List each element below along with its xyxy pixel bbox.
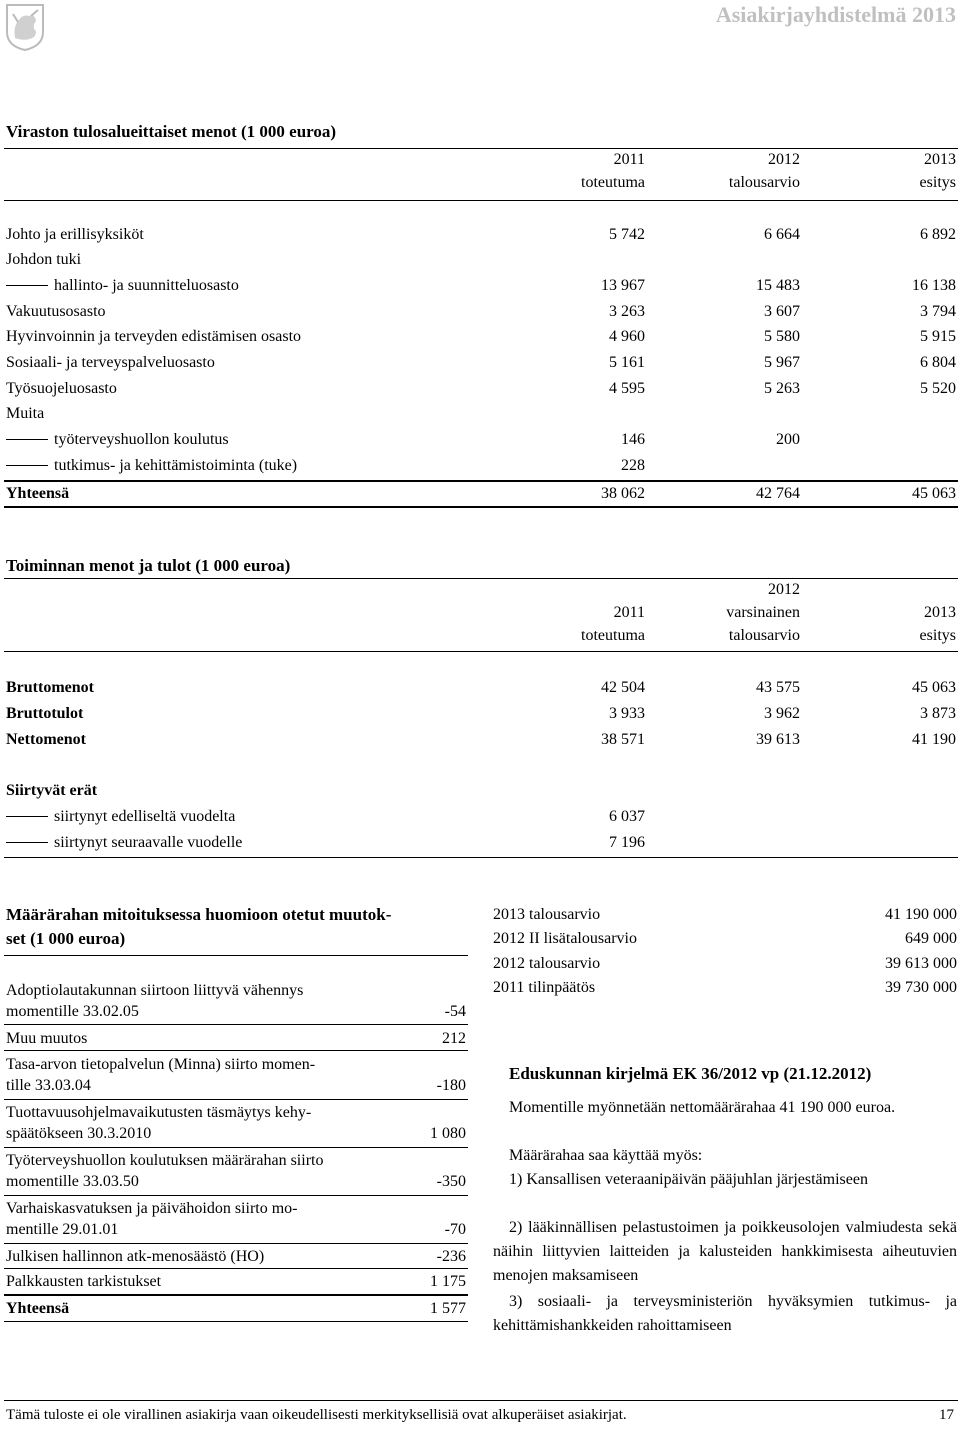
row-value-2011: 228 (621, 457, 645, 474)
table-row (0, 807, 960, 827)
table-row (0, 704, 960, 724)
row-label: hallinto- ja suunnitteluosasto (54, 277, 239, 294)
row-value-2013: 5 520 (920, 380, 956, 397)
budget-value: 41 190 000 (885, 906, 957, 923)
table1-col3-year: 2013 (924, 151, 956, 168)
item-value: -180 (436, 1077, 466, 1094)
item-label-line1: Tasa-arvon tietopalvelun (Minna) siirto momen- (6, 1056, 316, 1073)
table1-bottom-rule (4, 506, 958, 508)
table-row (0, 678, 960, 698)
table1-col2-header (729, 148, 800, 194)
row-label: Sosiaali- ja terveyspalveluosasto (6, 354, 215, 371)
table2-title: Toiminnan menot ja tulot (1 000 euroa) (6, 556, 291, 575)
budget-label: 2013 talousarvio (493, 906, 601, 923)
row-value-2013: 3 873 (920, 705, 956, 722)
table1-col1-header (581, 148, 645, 194)
carry-title: Siirtyvät erät (6, 782, 98, 799)
list-item (6, 1102, 466, 1144)
table2-col3-year: 2013 (924, 604, 956, 621)
ek-paragraph: Määrärahaa saa käyttää myös: (509, 1147, 703, 1164)
row-value-2011: 6 037 (609, 808, 645, 825)
changes-title-line1: Määrärahan mitoituksessa huomioon otetut muutok- (6, 905, 392, 924)
item-value: 1 080 (430, 1125, 466, 1142)
footer-text: Tämä tuloste ei ole virallinen asiakirja vaan oikeudellisesti merkityksellisiä ovat alkuperäiset asiakirjat. (6, 1407, 627, 1423)
budget-value: 39 613 000 (885, 955, 957, 972)
row-label: Työsuojeluosasto (6, 380, 117, 397)
item-value: -350 (436, 1173, 466, 1190)
row-value-2012: 200 (776, 431, 800, 448)
row-value-2012: 3 607 (764, 303, 800, 320)
row-value-2012: 5 580 (764, 328, 800, 345)
budget-value: 649 000 (905, 930, 957, 947)
dash-icon (6, 816, 48, 817)
table2-col2-sub: talousarvio (728, 627, 800, 644)
total-label: Yhteensä (6, 485, 70, 502)
row-value-2011: 38 571 (601, 731, 645, 748)
item-label-line1: Adoptiolautakunnan siirtoon liittyvä vähennys (6, 982, 304, 999)
budget-row (493, 903, 957, 927)
table-row (0, 730, 960, 750)
item-label-line2: momentille 33.03.50 (6, 1173, 139, 1190)
table1-col2-year: 2012 (768, 151, 800, 168)
table2-col3-sub: esitys (919, 627, 956, 644)
dash-icon (6, 285, 48, 286)
row-value-2011: 5 161 (609, 354, 645, 371)
table2-col2-mid: varsinainen (726, 604, 800, 621)
row-label: Vakuutusosasto (6, 303, 106, 320)
row-label: Bruttomenot (6, 679, 94, 696)
table2-col2-year: 2012 (768, 581, 800, 598)
dash-icon (6, 842, 48, 843)
table-row (0, 430, 960, 450)
table-row (0, 250, 960, 270)
table-row (0, 781, 960, 801)
table-row (0, 833, 960, 853)
divider (4, 1024, 468, 1025)
ek-title: Eduskunnan kirjelmä EK 36/2012 vp (21.12.2012) (509, 1064, 872, 1083)
ek-paragraph: 2) lääkinnällisen pelastustoimen ja poikkeusolojen valmiudesta sekä näihin liittyvien laitteiden ja kalusteiden hankkimisesta aiheutuvien menojen maksamiseen (493, 1219, 957, 1284)
table-row (0, 456, 960, 476)
item-value: 1 175 (430, 1273, 466, 1290)
row-value-2013: 16 138 (912, 277, 956, 294)
budget-label: 2012 II lisätalousarvio (493, 930, 637, 947)
list-item (6, 1198, 466, 1240)
table2-col1-sub: toteutuma (581, 627, 645, 644)
changes-total-rule (4, 1294, 468, 1296)
table-row (0, 353, 960, 373)
row-value-2013: 5 915 (920, 328, 956, 345)
indented-row-label (6, 276, 239, 296)
table-total-row (0, 484, 960, 504)
table1-col1-year: 2011 (613, 151, 645, 168)
list-item (6, 1246, 466, 1267)
lion-emblem-icon (4, 2, 46, 52)
total-2011: 38 062 (601, 485, 645, 502)
row-value-2011: 3 263 (609, 303, 645, 320)
changes-title-line2: set (1 000 euroa) (6, 929, 126, 948)
item-value: 212 (442, 1030, 466, 1047)
table1-col3-header (920, 148, 956, 194)
divider (4, 1243, 468, 1244)
table1-col3-sub: esitys (919, 174, 956, 191)
header-title: Asiakirjayhdistelmä 2013 (715, 2, 956, 27)
table-row (0, 302, 960, 322)
row-value-2011: 4 595 (609, 380, 645, 397)
row-value-2013: 6 804 (920, 354, 956, 371)
row-value-2012: 5 263 (764, 380, 800, 397)
row-label: siirtynyt edelliseltä vuodelta (54, 808, 236, 825)
row-value-2011: 7 196 (609, 834, 645, 851)
table1-header-rule (4, 200, 958, 201)
list-item (6, 1150, 466, 1192)
table1-col1-sub: toteutuma (581, 174, 645, 191)
row-label: Bruttotulot (6, 705, 84, 722)
budget-row (493, 927, 957, 951)
divider (4, 1147, 468, 1148)
page-number: 17 (939, 1407, 954, 1423)
table-row (0, 225, 960, 245)
divider (4, 1195, 468, 1196)
table2-bottom-rule (4, 857, 958, 858)
item-label-line1: Muu muutos (6, 1030, 88, 1047)
row-value-2012: 39 613 (756, 731, 800, 748)
dash-icon (6, 439, 48, 440)
total-value: 1 577 (430, 1300, 466, 1317)
list-item (6, 1054, 466, 1096)
indented-row-label (6, 430, 229, 450)
divider (4, 1099, 468, 1100)
row-value-2011: 4 960 (609, 328, 645, 345)
row-value-2011: 3 933 (609, 705, 645, 722)
table2-col1-header (581, 601, 645, 647)
item-label-line2: tille 33.03.04 (6, 1077, 91, 1094)
row-value-2011: 13 967 (601, 277, 645, 294)
row-label: Hyvinvoinnin ja terveyden edistämisen osasto (6, 328, 302, 345)
table-row (0, 327, 960, 347)
item-label-line1: Julkisen hallinnon atk-menosäästö (HO) (6, 1248, 265, 1265)
changes-title (6, 903, 468, 951)
row-value-2013: 6 892 (920, 226, 956, 243)
ek-paragraph: 3) sosiaali- ja terveysministeriön hyväksymien tutkimus- ja kehittämishankkeiden rahoittamiseen (493, 1293, 957, 1334)
changes-total-row (6, 1298, 466, 1319)
row-value-2013: 41 190 (912, 731, 956, 748)
table2-col1-year: 2011 (613, 604, 645, 621)
list-item (6, 980, 466, 1022)
changes-bottom-rule (4, 1321, 468, 1322)
row-value-2012: 3 962 (764, 705, 800, 722)
row-label: tutkimus- ja kehittämistoiminta (tuke) (54, 457, 298, 474)
item-label-line1: Palkkausten tarkistukset (6, 1273, 162, 1290)
budget-value: 39 730 000 (885, 979, 957, 996)
total-2013: 45 063 (912, 485, 956, 502)
table1-total-rule (4, 480, 958, 482)
table-row (0, 404, 960, 424)
budget-row (493, 976, 957, 1000)
changes-header-rule (4, 955, 468, 956)
item-label-line1: Työterveyshuollon koulutuksen määrärahan siirto (6, 1152, 324, 1169)
ek-paragraph: Momentille myönnetään nettomäärärahaa 41 190 000 euroa. (509, 1099, 896, 1116)
row-label: Johto ja erillisyksiköt (6, 226, 144, 243)
row-label: Johdon tuki (6, 251, 82, 268)
table-row (0, 379, 960, 399)
table2-header-rule (4, 651, 958, 652)
row-label: Muita (6, 405, 45, 422)
row-value-2012: 5 967 (764, 354, 800, 371)
item-value: -54 (444, 1003, 466, 1020)
list-item (6, 1028, 466, 1049)
indented-row-label (6, 833, 242, 853)
row-value-2012: 15 483 (756, 277, 800, 294)
divider (4, 1050, 468, 1051)
divider (4, 1268, 468, 1269)
table2-col3-header (920, 601, 956, 647)
table-row (0, 276, 960, 296)
item-label-line2: mentille 29.01.01 (6, 1221, 119, 1238)
ek-paragraph: 1) Kansallisen veteraanipäivän pääjuhlan järjestämiseen (509, 1171, 868, 1188)
table2-col2-header (726, 578, 800, 647)
item-value: -236 (436, 1248, 466, 1265)
table2-top-rule (4, 578, 958, 579)
row-value-2013: 3 794 (920, 303, 956, 320)
row-label: Nettomenot (6, 731, 86, 748)
row-label: siirtynyt seuraavalle vuodelle (54, 834, 243, 851)
row-value-2012: 43 575 (756, 679, 800, 696)
budget-label: 2011 tilinpäätös (493, 979, 596, 996)
indented-row-label (6, 807, 235, 827)
total-label: Yhteensä (6, 1300, 70, 1317)
list-item (6, 1271, 466, 1292)
row-value-2012: 6 664 (764, 226, 800, 243)
footer-rule (4, 1400, 958, 1401)
total-2012: 42 764 (756, 485, 800, 502)
dash-icon (6, 465, 48, 466)
table1-title: Viraston tulosalueittaiset menot (1 000 euroa) (6, 122, 337, 141)
item-label-line1: Varhaiskasvatuksen ja päivähoidon siirto mo- (6, 1200, 298, 1217)
item-value: -70 (444, 1221, 466, 1238)
row-value-2011: 42 504 (601, 679, 645, 696)
indented-row-label (6, 456, 297, 476)
table1-col2-sub: talousarvio (728, 174, 800, 191)
item-label-line1: Tuottavuusohjelmavaikutusten täsmäytys kehy- (6, 1104, 312, 1121)
row-value-2013: 45 063 (912, 679, 956, 696)
budget-label: 2012 talousarvio (493, 955, 601, 972)
item-label-line2: momentille 33.02.05 (6, 1003, 139, 1020)
row-value-2011: 146 (621, 431, 645, 448)
row-value-2011: 5 742 (609, 226, 645, 243)
row-label: työterveyshuollon koulutus (54, 431, 229, 448)
item-label-line2: späätökseen 30.3.2010 (6, 1125, 152, 1142)
budget-row (493, 952, 957, 976)
table1-top-rule (4, 148, 958, 149)
